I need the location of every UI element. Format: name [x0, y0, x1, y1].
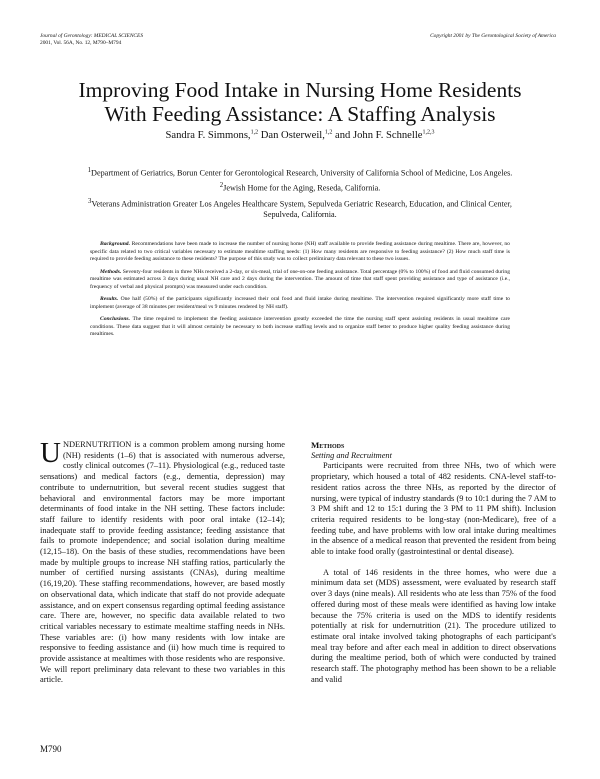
- body-column-right: [311, 440, 556, 685]
- article-title: [0, 78, 600, 126]
- affiliation-3: $^3$Veterans Administration Greater Los Angeles Healthcare System, Sepulveda Geriatric Research, Education, and Clinical Center, Sepulveda, California.: [88, 197, 512, 219]
- section-heading-methods: Methods: [311, 440, 345, 450]
- subsection-heading-setting: Setting and Recruitment: [311, 450, 392, 460]
- author-3-affil: 1,2,3: [422, 129, 435, 136]
- affiliation-1: $^1$Department of Geriatrics, Borun Center for Gerontological Research, University of California School of Medicine, Los Angeles.: [87, 167, 513, 178]
- methods-paragraph-1: Participants were recruited from three NHs, two of which were proprietary, which housed a total of 482 residents. CNA-level staff-to-resident ratios across the three NHs, as reported by the director of nursing, were typical of industry standards (9 to 10:1 during the 7 AM to 3 PM shift and 12 to 15:1 during the 3 PM to 11 PM shift). Inclusion criteria required residents to be long-stay (non-Medicare), free of a feeding tube, and have problems with low oral intake during mealtimes in the absence of a medical reason that prevented the resident from being able to intake food orally (gastrointestinal or dental disease).: [311, 461, 556, 557]
- affiliation-2: $^2$Jewish Home for the Aging, Reseda, California.: [219, 182, 381, 194]
- author-list: [0, 130, 600, 141]
- page-number: M790: [40, 744, 62, 754]
- author-1-affil: 1,2: [250, 129, 259, 136]
- author-2-affil: 1,2: [324, 129, 333, 136]
- copyright-notice: Copyright 2001 by The Gerontological Society of America: [430, 33, 556, 39]
- intro-paragraph: UNDERNUTRITION is a common problem among nursing home (NH) residents (1–6) that is associated with numerous adverse, costly clinical outcomes (7–11). Physiological (e.g., reduced taste sensations) and medical factors (e.g., dementia, depression) may contribute to undernutrition, but several recent studies suggest that behavioral and environmental factors may be more important determinants of food intake in the NH setting. These factors include: staff failure to identify residents with poor oral intake (12–14); inadequate staff to provide feeding assistance; feeding assistance that fails to promote independence; and social isolation during mealtime (12,15–18). On the basis of these studies, recommendations have been made by multiple groups to increase NH staffing ratios, particularly the number of certified nursing assistants (CNAs), during mealtime (16,19,20). These staffing recommendations, however, are based mostly on observational data, which indicate that staff do not provide adequate assistance, and on expert consensus regarding optimal feeding assistance care. There are, however, no specific data available related to two critical variables necessary to estimate mealtime staffing needs in NHs. These variables are: (i) how many residents with low intake are responsive to feeding assistance and (ii) how much time is required to provide assistance at mealtimes with those residents who are responsive. We will report preliminary data relevant to these two variables in this article.: [40, 437, 285, 685]
- abstract: [90, 241, 510, 344]
- methods-paragraph-2: A total of 146 residents in the three homes, who were due a minimum data set (MDS) assessment, were evaluated by research staff over 3 days (nine meals). All residents who ate less than 75% of the food offered during most of these meals were identified as having low intake because the 75% criteria is used on the MDS to identify residents potentially at risk for undernutrition (21). The procedure utilized to estimate oral intake involved taking photographs of each participant's meal tray before and after each meal in addition to direct observations during the mealtime period, both of which were conducted by trained research staff. The photography method has been shown to be a reliable and valid: [311, 567, 556, 684]
- abstract-conclusions: Conclusions. The time required to implement the feeding assistance intervention greatly exceeded the time the nursing staff spent assisting residents in usual mealtime care conditions. These data suggest that it will almost certainly be necessary to both increase staffing levels and to organize staff better to produce higher quality feeding assistance during mealtimes.: [90, 316, 510, 337]
- author-2: Dan Osterweil,: [260, 130, 325, 141]
- volume-info: 2001, Vol. 56A, No. 12, M790–M794: [40, 40, 122, 46]
- abstract-background: Background. Recommendations have been made to increase the number of nursing home (NH) staff available to provide feeding assistance during mealtime. There are, however, no specific data related to two critical variables necessary to estimate mealtime staffing needs: (1) How many residents are responsive to feeding assistance? (2) How much staff time is required to provide feeding assistance to these residents? The purpose of this study was to collect preliminary data relevant to these two issues.: [90, 241, 510, 262]
- body-column-left: [40, 437, 285, 686]
- intro-lead: NDERNUTRITION: [62, 440, 132, 449]
- author-1: Sandra F. Simmons,: [165, 130, 251, 141]
- running-header-left: [40, 33, 143, 47]
- author-3: and John F. Schnelle: [335, 130, 423, 141]
- abstract-results: Results. One half (50%) of the participants significantly increased their oral food and fluid intake during mealtime. The intervention required significantly more staff time to implement (average of 38 minutes per resident/meal vs 9 minutes rendered by NH staff).: [90, 296, 510, 310]
- journal-name: Journal of Gerontology: MEDICAL SCIENCES: [40, 33, 144, 39]
- affiliations: [70, 166, 530, 223]
- abstract-methods: Methods. Seventy-four residents in three NHs received a 2-day, or six-meal, trial of one-on-one feeding assistance. Total percentage (0% to 100%) of food and fluid consumed during mealtime was estimated across 3 days during usual NH care and 2 days during the intervention. The amount of time that staff spent providing assistance and type of assistance (i.e., frequency of verbal and physical prompts) was measured under each condition.: [90, 268, 510, 290]
- title-line-2: With Feeding Assistance: A Staffing Analysis: [104, 102, 496, 126]
- title-line-1: Improving Food Intake in Nursing Home Residents: [78, 78, 522, 102]
- drop-cap: U: [40, 437, 61, 469]
